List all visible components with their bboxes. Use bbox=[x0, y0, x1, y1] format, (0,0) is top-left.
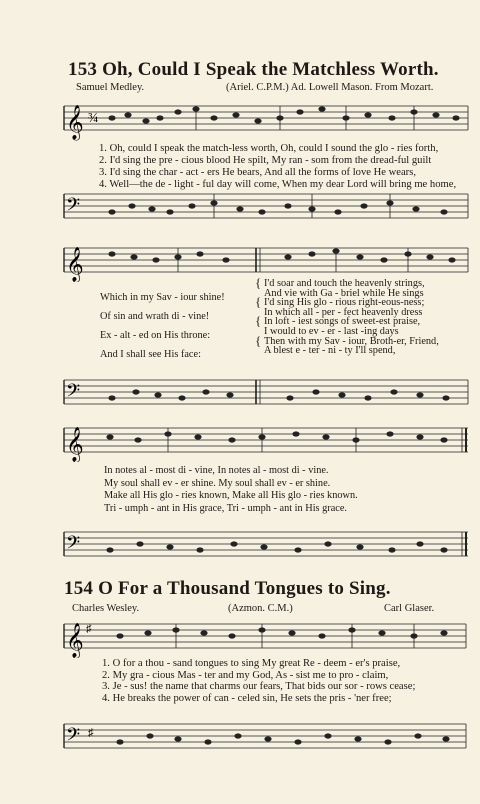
hymn-tune: (Ariel. C.P.M.) Ad. Lowell Mason. From Mozart. bbox=[226, 82, 434, 93]
lyric-line: I'd sing His glo - rious right-eous-ness; bbox=[264, 297, 425, 309]
final-lyrics bbox=[104, 465, 358, 515]
svg-text:𝄞: 𝄞 bbox=[66, 623, 84, 658]
lyric-line: In loft - iest songs of sweet-est praise, bbox=[264, 316, 421, 328]
hymn-title: O For a Thousand Tongues to Sing. bbox=[98, 578, 391, 599]
verse-line: 1. O for a thou - sand tongues to sing My great Re - deem - er's praise, bbox=[102, 658, 401, 669]
lyric-line: I would to ev - er - last -ing days bbox=[264, 325, 399, 337]
lyric-line: Of sin and wrath di - vine! bbox=[100, 311, 210, 322]
treble-staff-3 bbox=[0, 418, 480, 462]
hymn-author: Samuel Medley. bbox=[76, 82, 145, 93]
verse-line: 3. I'd sing the char - act - ers He bears, And all the forms of love He wears, bbox=[99, 167, 416, 179]
hymn-title: Oh, Could I Speak the Matchless Worth. bbox=[102, 59, 439, 80]
lyric-line: Which in my Sav - iour shine! bbox=[100, 292, 225, 303]
bass-staff-3 bbox=[0, 520, 480, 566]
lyric-line: In which all - per - fect heavenly dress bbox=[264, 306, 423, 318]
hymn-number: 154 bbox=[64, 578, 94, 599]
hymn-154-heading bbox=[64, 578, 391, 600]
svg-text:♯: ♯ bbox=[88, 727, 94, 739]
treble-staff-154 bbox=[0, 618, 480, 658]
verse-line: 2. My gra - cious Mas - ter and my God, As - sist me to pro - claim, bbox=[102, 669, 389, 681]
svg-text:𝄢: 𝄢 bbox=[66, 381, 81, 406]
time-signature: ¾ bbox=[88, 111, 99, 126]
hymn-tune: (Azmon. C.M.) bbox=[228, 603, 293, 614]
svg-text:𝄞: 𝄞 bbox=[66, 247, 84, 282]
verse-line: 1. Oh, could I speak the match-less worth, Oh, could I sound the glo - ries forth, bbox=[99, 143, 439, 154]
hymn-153-heading bbox=[68, 59, 439, 81]
lyric-line: Tri - umph - ant in His grace, Tri - umph - ant in His grace. bbox=[104, 502, 347, 514]
lyric-line: Then with my Sav - iour, Broth-er, Friend, bbox=[264, 335, 439, 347]
lyric-line: Make all His glo - ries known, Make all His glo - ries known. bbox=[104, 490, 358, 502]
bass-staff-1 bbox=[0, 186, 480, 230]
svg-text:𝄢: 𝄢 bbox=[66, 725, 81, 750]
hymn-author: Charles Wesley. bbox=[72, 603, 140, 614]
lyric-line: In notes al - most di - vine, In notes al - most di - vine. bbox=[104, 465, 329, 476]
svg-text:𝄢: 𝄢 bbox=[66, 195, 81, 220]
lyric-line: Ex - alt - ed on His throne: bbox=[100, 330, 211, 341]
verse-line: 4. Well—the de - light - ful day will come, When my dear Lord will bring me home, bbox=[99, 179, 457, 191]
lyric-line: My soul shall ev - er shine. My soul shall ev - er shine. bbox=[104, 477, 331, 489]
lyric-line: And vie with Ga - briel while He sings bbox=[264, 287, 424, 299]
bass-staff-154 bbox=[0, 710, 480, 766]
verse-line: 4. He breaks the power of can - celed sin, He sets the pris - 'ner free; bbox=[102, 692, 392, 704]
hymn-153-verses bbox=[99, 143, 456, 191]
bass-staff-2 bbox=[0, 368, 480, 416]
lyric-line: I'd soar and touch the heavenly strings, bbox=[264, 278, 425, 289]
hymn-154-verses bbox=[102, 658, 415, 704]
svg-text:𝄞: 𝄞 bbox=[66, 105, 84, 140]
treble-staff-2 bbox=[0, 238, 480, 282]
treble-staff-1 bbox=[0, 98, 480, 144]
lyric-line: A blest e - ter - ni - ty I'll spend, bbox=[264, 345, 396, 357]
svg-text:𝄢: 𝄢 bbox=[66, 533, 81, 558]
middle-left-lyrics bbox=[100, 288, 225, 364]
lyric-line: And I shall see His face: bbox=[100, 349, 201, 360]
svg-text:𝄞: 𝄞 bbox=[66, 427, 84, 462]
hymn-composer: Carl Glaser. bbox=[384, 603, 435, 614]
middle-right-lyrics bbox=[264, 279, 439, 356]
hymn-number: 153 bbox=[68, 59, 98, 80]
verse-line: 3. Je - sus! the name that charms our fears, That bids our sor - rows cease; bbox=[102, 681, 416, 693]
svg-text:♯: ♯ bbox=[86, 623, 92, 635]
brace-column: { { { { bbox=[255, 275, 262, 348]
verse-line: 2. I'd sing the pre - cious blood He spilt, My ran - som from the dread-ful guilt bbox=[99, 155, 432, 167]
